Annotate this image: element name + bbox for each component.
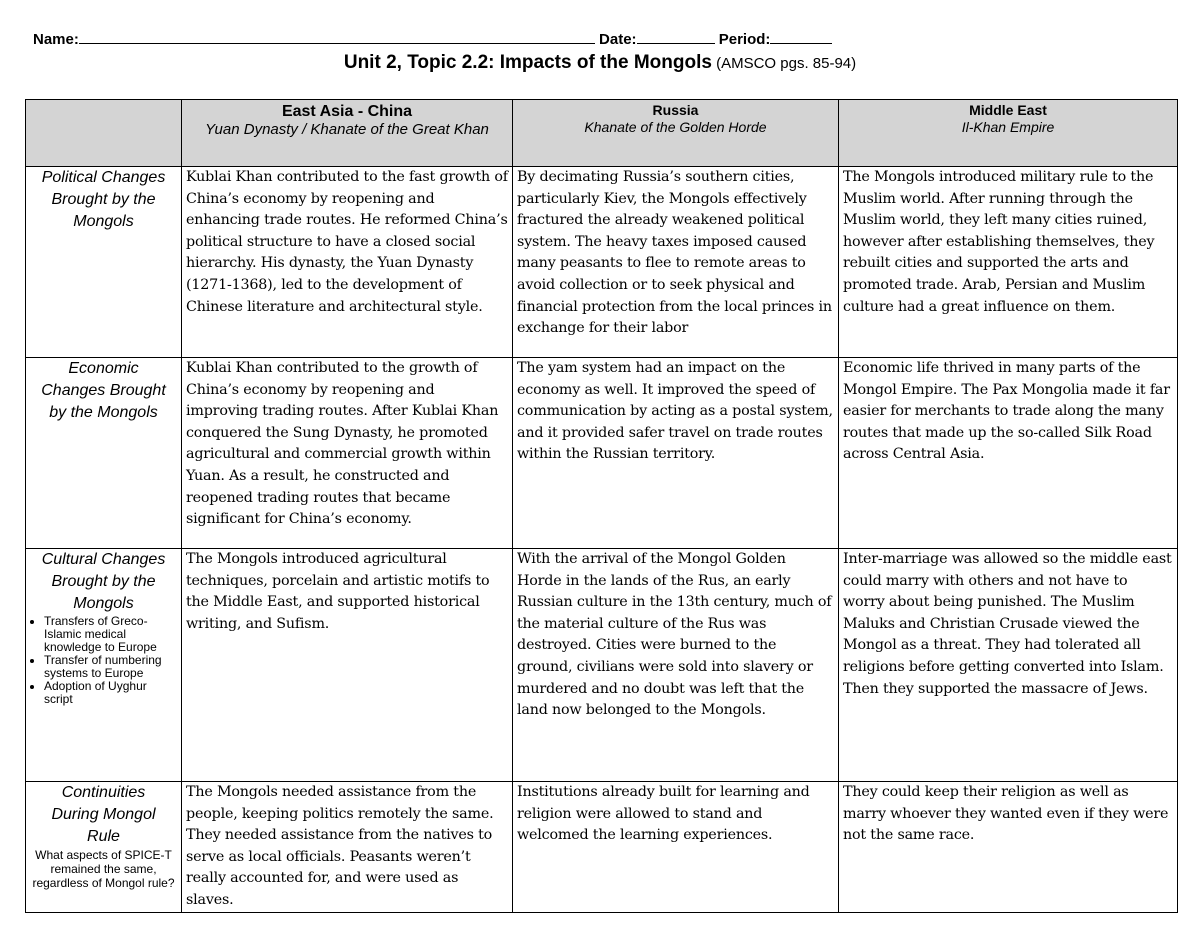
date-label: Date: [599, 31, 637, 48]
cell-continuities-middle-east[interactable]: They could keep their religion as well as marry whoever they wanted even if they were not the same race. [839, 782, 1178, 913]
column-title: Russia [652, 102, 699, 118]
table-row-continuities [26, 782, 1178, 913]
cell-political-china[interactable]: Kublai Khan contributed to the fast growth of China’s economy by reopening and enhancing trade routes. He reformed China’s political structure to have a closed social hierarchy. His dynasty, the Yuan Dynasty (1271-1368), led to the development of Chinese literature and architectural style. [182, 167, 513, 358]
table-row-political [26, 167, 1178, 358]
column-title: Middle East [969, 102, 1047, 118]
list-item: • Adoption of Uyghur script [44, 680, 177, 706]
table-row-cultural [26, 549, 1178, 782]
list-item: • Transfers of Greco-Islamic medical knowledge to Europe [44, 615, 177, 654]
row-label: Continuities During Mongol Rule [51, 784, 156, 845]
column-header-russia [513, 100, 839, 167]
column-header-china [182, 100, 513, 167]
cell-economic-russia[interactable]: The yam system had an impact on the economy as well. It improved the speed of communication by acting as a postal system, and it provided safer travel on trade routes within the Russian territory. [513, 358, 839, 549]
period-field[interactable] [770, 30, 832, 44]
table-row-economic [26, 358, 1178, 549]
row-note: What aspects of SPICE-T remained the same, regardless of Mongol rule? [32, 848, 175, 890]
title-sub: (AMSCO pgs. 85-94) [711, 55, 857, 72]
name-label: Name: [33, 31, 79, 48]
worksheet-title [0, 52, 1200, 74]
cultural-examples-list [30, 615, 177, 706]
row-header-political [26, 167, 182, 358]
column-title: East Asia - China [281, 103, 413, 120]
cell-political-middle-east[interactable]: The Mongols introduced military rule to the Muslim world. After running through the Muslim world, they left many cities ruined, however after establishing themselves, they rebuilt cities and supported the arts and promoted trade. Arab, Persian and Muslim culture had a great influence on them. [839, 167, 1178, 358]
student-info-line [33, 30, 832, 48]
row-label: Economic Changes Brought by the Mongols [41, 360, 166, 421]
list-item: • Transfer of numbering systems to Europe [44, 654, 177, 680]
period-label: Period: [718, 31, 771, 48]
cell-continuities-china[interactable]: The Mongols needed assistance from the people, keeping politics remotely the same. They needed assistance from the natives to serve as local officials. Peasants weren’t really accounted for, and were used as slaves. [182, 782, 513, 913]
row-header-economic [26, 358, 182, 549]
cell-continuities-russia[interactable]: Institutions already built for learning and religion were allowed to stand and welcomed the learning experiences. [513, 782, 839, 913]
column-subtitle: Il-Khan Empire [961, 119, 1055, 135]
title-main: Unit 2, Topic 2.2: Impacts of the Mongols [343, 52, 712, 73]
cell-cultural-middle-east[interactable]: Inter-marriage was allowed so the middle east could marry with others and not have to worry about being punished. The Muslim Maluks and Christian Crusade viewed the Mongol as a threat. They had tolerated all religions before getting converted into Islam. Then they supported the massacre of Jews. [839, 549, 1178, 782]
cell-economic-middle-east[interactable]: Economic life thrived in many parts of the Mongol Empire. The Pax Mongolia made it far easier for merchants to trade along the many routes that made up the so-called Silk Road across Central Asia. [839, 358, 1178, 549]
row-header-continuities [26, 782, 182, 913]
row-label: Cultural Changes Brought by the Mongols [41, 551, 166, 612]
column-subtitle: Khanate of the Golden Horde [584, 119, 767, 135]
corner-cell [26, 100, 182, 167]
name-field[interactable] [79, 30, 595, 44]
column-header-middle-east [839, 100, 1178, 167]
column-subtitle: Yuan Dynasty / Khanate of the Great Khan [205, 121, 489, 138]
cell-economic-china[interactable]: Kublai Khan contributed to the growth of China’s economy by reopening and improving trading routes. After Kublai Khan conquered the Sung Dynasty, he promoted agricultural and commercial growth within Yuan. As a result, he constructed and reopened trading routes that became significant for China’s economy. [182, 358, 513, 549]
table-header-row [26, 100, 1178, 167]
cell-cultural-russia[interactable]: With the arrival of the Mongol Golden Horde in the lands of the Rus, an early Russian culture in the 13th century, much of the material culture of the Rus was destroyed. Cities were burned to the ground, civilians were sold into slavery or murdered and no doubt was left that the land now belonged to the Mongols. [513, 549, 839, 782]
comparison-table [25, 99, 1178, 913]
row-header-cultural [26, 549, 182, 782]
cell-cultural-china[interactable]: The Mongols introduced agricultural techniques, porcelain and artistic motifs to the Middle East, and supported historical writing, and Sufism. [182, 549, 513, 782]
date-field[interactable] [637, 30, 715, 44]
cell-political-russia[interactable]: By decimating Russia’s southern cities, particularly Kiev, the Mongols effectively fractured the already weakened political system. The heavy taxes imposed caused many peasants to flee to remote areas to avoid collection or to seek physical and financial protection from the local princes in exchange for their labor [513, 167, 839, 358]
row-label: Political Changes Brought by the Mongols [41, 169, 166, 230]
